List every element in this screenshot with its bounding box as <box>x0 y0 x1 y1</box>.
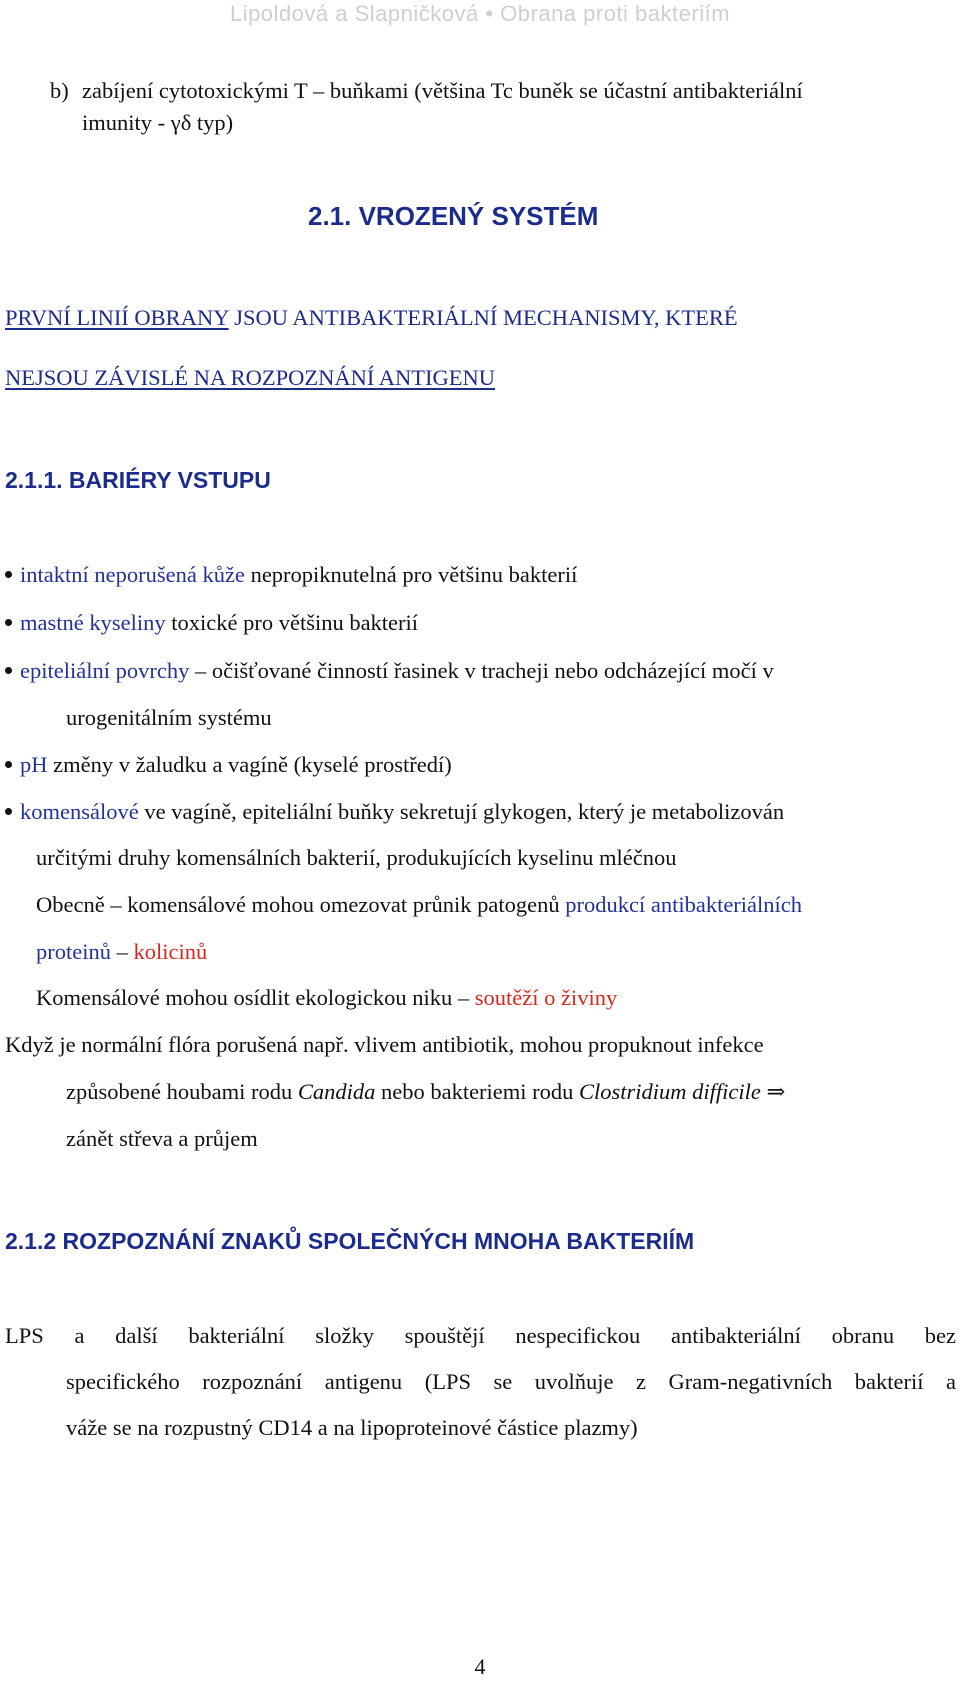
lps-line2: specifického rozpoznání antigenu (LPS se uvolňuje z Gram-negativních bakterií a <box>66 1369 956 1394</box>
flora-genus-candida: Candida <box>297 1079 376 1104</box>
section-heading-2-1-1: 2.1.1. BARIÉRY VSTUPU <box>5 467 271 493</box>
bullet-text: – očišťované činností řasinek v tracheji nebo odcházející močí v <box>189 658 774 683</box>
flora-text: způsobené houbami rodu <box>66 1079 298 1104</box>
bullet-item-ph <box>5 750 452 780</box>
bullet-icon <box>5 667 12 674</box>
commensals-line1 <box>36 890 802 920</box>
bullet-text: změny v žaludku a vagíně (kyselé prostředí) <box>47 752 452 777</box>
bullet-term: mastné kyseliny <box>20 610 166 635</box>
bullet-item-epithelia-cont: urogenitálním systému <box>66 705 272 730</box>
bullet-text: nepropiknutelná pro většinu bakterií <box>244 562 578 587</box>
bullet-icon <box>5 761 12 768</box>
bullet-item-epithelia <box>5 656 774 686</box>
commensals-line2 <box>36 937 207 967</box>
bullet-term: komensálové <box>20 799 139 824</box>
page-number: 4 <box>474 1654 486 1679</box>
bullet-item-fatty-acids <box>5 608 418 638</box>
bullet-item-skin <box>5 560 577 590</box>
flora-line2 <box>66 1077 785 1107</box>
item-b-line1: zabíjení cytotoxickými T – buňkami (většina Tc buněk se účastní antibakteriální <box>82 78 803 103</box>
bullet-icon <box>5 619 12 626</box>
first-line-statement-line1 <box>5 303 738 333</box>
flora-text: nebo bakteriemi rodu <box>375 1079 580 1104</box>
implies-arrow-icon: ⇒ <box>760 1079 786 1104</box>
item-b-marker: b) <box>50 78 69 103</box>
bullet-text: ve vagíně, epiteliální buňky sekretují glykogen, který je metabolizován <box>138 799 785 824</box>
bullet-item-commensals-cont: určitými druhy komensálních bakterií, produkujících kyselinu mléčnou <box>36 845 677 870</box>
commensals-dash: – <box>110 939 134 964</box>
commensals-highlight: produkcí antibakteriálních <box>565 892 803 917</box>
first-line-rest: JSOU ANTIBAKTERIÁLNÍ MECHANISMY, KTERÉ <box>228 305 738 330</box>
section-heading-2-1: 2.1. VROZENÝ SYSTÉM <box>308 201 599 231</box>
first-line-statement-line2: NEJSOU ZÁVISLÉ NA ROZPOZNÁNÍ ANTIGENU <box>5 365 495 390</box>
bullet-term: intaktní neporušená kůže <box>20 562 245 587</box>
lps-line1: LPS a další bakteriální složky spouštějí nespecifickou antibakteriální obranu bez <box>5 1323 956 1348</box>
flora-line1: Když je normální flóra porušená např. vlivem antibiotik, mohou propuknout infekce <box>5 1032 764 1057</box>
bullet-term: epiteliální povrchy <box>20 658 190 683</box>
commensals-colicins: kolicinů <box>133 939 208 964</box>
running-header: Lipoldová a Slapničková • Obrana proti bakteriím <box>229 1 731 26</box>
flora-species-clostridium: Clostridium difficile <box>579 1079 761 1104</box>
lps-line3: váže se na rozpustný CD14 a na lipoproteinové částice plazmy) <box>66 1415 638 1440</box>
commensals-nutrients: soutěží o živiny <box>474 985 618 1010</box>
bullet-item-commensals <box>5 797 784 827</box>
section-heading-2-1-2: 2.1.2 ROZPOZNÁNÍ ZNAKŮ SPOLEČNÝCH MNOHA BAKTERIÍM <box>5 1228 695 1254</box>
commensals-proteins: proteinů <box>36 939 111 964</box>
bullet-term: pH <box>20 752 48 777</box>
bullet-icon <box>5 571 12 578</box>
commensals-text: Obecně – komensálové mohou omezovat průnik patogenů <box>36 892 566 917</box>
commensals-text: Komensálové mohou osídlit ekologickou niku – <box>36 985 475 1010</box>
bullet-text: toxické pro většinu bakterií <box>165 610 419 635</box>
commensals-line3 <box>36 983 617 1013</box>
first-line-underlined: PRVNÍ LINIÍ OBRANY <box>5 305 229 330</box>
bullet-icon <box>5 808 12 815</box>
flora-line3: zánět střeva a průjem <box>66 1126 258 1151</box>
item-b-line2: imunity - γδ typ) <box>82 110 234 135</box>
